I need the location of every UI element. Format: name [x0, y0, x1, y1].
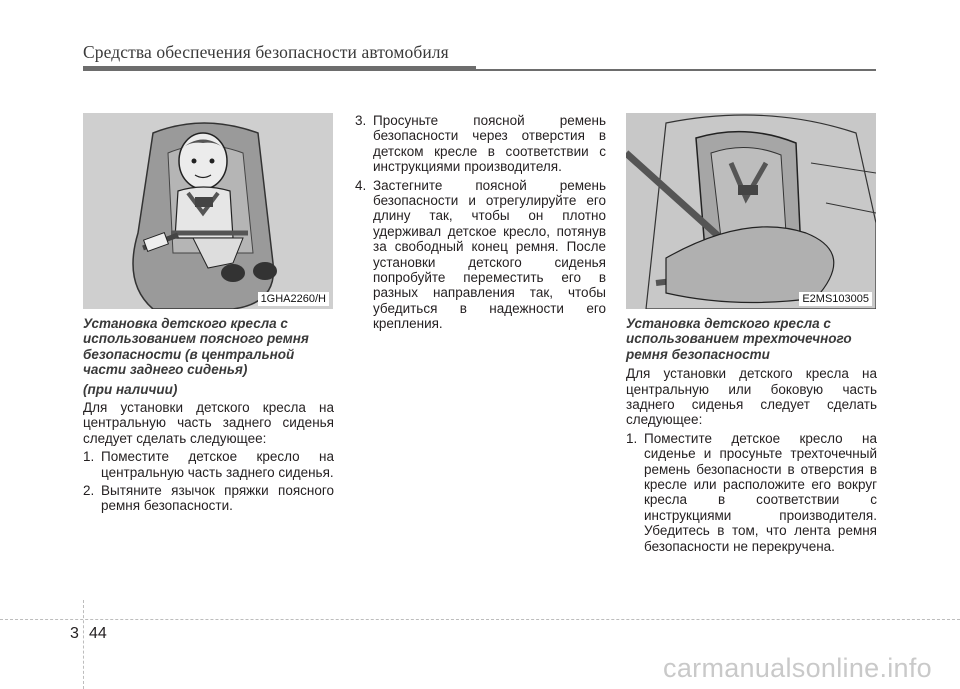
footer-divider	[83, 600, 84, 689]
intro-text: Для установки детского кресла на центральную часть заднего сиденья следует сделать следующее:	[83, 400, 334, 446]
text-column-2	[355, 113, 606, 332]
header-bar	[83, 66, 476, 71]
figure-code: E2MS103005	[799, 292, 872, 306]
item-number: 2.	[83, 483, 95, 499]
figure-child-booster-seat	[83, 113, 333, 309]
item-text: Поместите детское кресло на сиденье и просуньте трехточечный ремень безопасности в отверстия в кресле или расположите его вокруг кресла в соответствии с инструкциями производителя. Убедитесь в том, что лента ремня безопасности не перекручена.	[644, 430, 877, 554]
figure-code: 1GHA2260/H	[258, 292, 329, 306]
list-item	[626, 431, 877, 554]
item-text: Поместите детское кресло на центральную часть заднего сиденья.	[101, 449, 334, 480]
figure-caption: Установка детского кресла с использованием трехточечного ремня безопасности	[626, 316, 852, 362]
intro-text: Для установки детского кресла на центральную или боковую часть заднего сиденья следует сделать следующее:	[626, 366, 877, 428]
figure-caption: Установка детского кресла с использованием поясного ремня безопасности (в центральной части заднего сиденья)	[83, 316, 309, 378]
item-number: 3.	[355, 113, 367, 128]
page-number: 44	[89, 625, 107, 642]
list-item	[355, 178, 606, 332]
section-header: Средства обеспечения безопасности автомобиля	[83, 42, 449, 62]
item-number: 4.	[355, 177, 367, 193]
footer-rule	[0, 619, 960, 620]
text-column-3	[626, 316, 877, 554]
chapter-number: 3	[70, 625, 79, 642]
child-booster-seat-illustration	[83, 113, 333, 309]
item-number: 1.	[83, 449, 95, 465]
list-item	[355, 113, 606, 175]
list-item	[83, 483, 334, 514]
watermark: carmanualsonline.info	[663, 653, 932, 683]
text-column-1	[83, 316, 334, 514]
item-text: Застегните поясной ремень безопасности и отрегулируйте его длину так, чтобы он плотно удерживал детское кресло, потянув за свободный конец ремня. После установки детского сиденья попробуйте переместить его в разных направления так, чтобы убедиться в надежности его крепления.	[373, 177, 606, 332]
item-number: 1.	[626, 430, 638, 446]
figure-three-point-belt	[626, 113, 876, 309]
caption-note: (при наличии)	[83, 381, 178, 397]
item-text: Просуньте поясной ремень безопасности через отверстия в детском кресле в соответствии с инструкциями производителя.	[373, 113, 606, 175]
list-item	[83, 449, 334, 480]
child-seat-three-point-belt-illustration	[626, 113, 876, 309]
item-text: Вытяните язычок пряжки поясного ремня безопасности.	[101, 483, 334, 514]
header-rule	[476, 69, 876, 71]
